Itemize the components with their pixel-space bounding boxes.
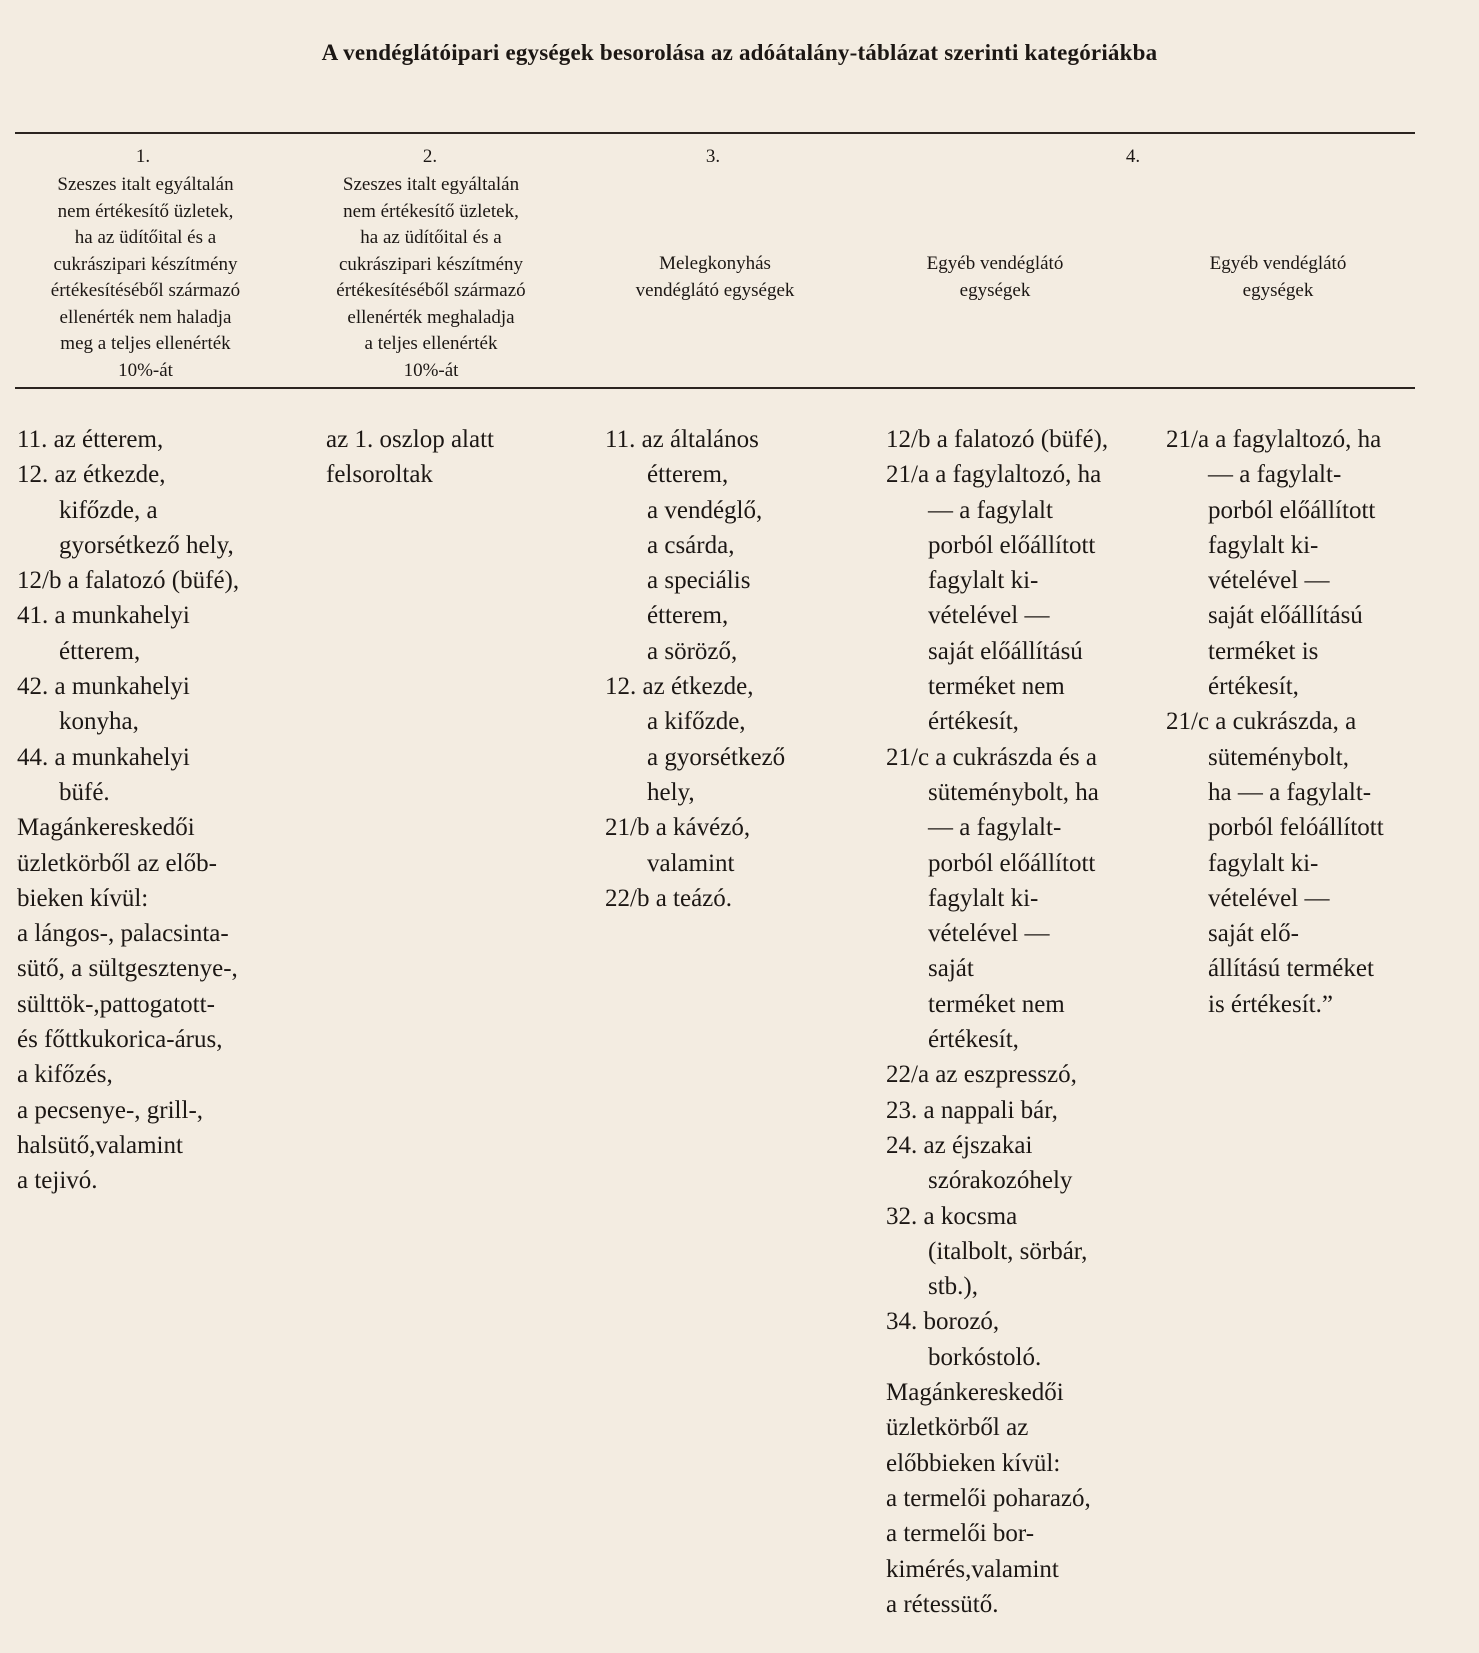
header-line: Melegkonyhás [659, 253, 771, 274]
header-line: meg a teljes ellenérték [60, 333, 231, 354]
header-line: Szeszes italt egyáltalán [57, 174, 234, 195]
entry-line: fagylalt ki- [928, 567, 1039, 595]
entry-line: 24. az éjszakai [886, 1131, 1033, 1159]
header-line: vendéglátó egységek [635, 279, 795, 301]
entry-line: süteménybolt, ha [928, 778, 1099, 806]
document-title: A vendéglátóipari egységek besorolása az adóátalány-táblázat szerinti kategóriákba [321, 40, 1158, 65]
entry-line: a söröző, [647, 637, 738, 665]
top-rule [15, 132, 1415, 134]
entry-line: a rétessütő. [886, 1590, 999, 1618]
entry-line: vételével — [1208, 884, 1330, 912]
header-line: Egyéb vendéglátó [926, 253, 1064, 274]
column-number-4: 4. [1125, 146, 1141, 167]
entry-line: kimérés,valamint [886, 1555, 1059, 1583]
entry-line: vételével — [928, 920, 1050, 948]
entry-line: 22/b a teázó. [605, 884, 733, 912]
entry-line: — a fagylalt [928, 496, 1053, 524]
entry-line: szórakozóhely [928, 1167, 1073, 1195]
header-line: Szeszes italt egyáltalán [342, 174, 520, 195]
entry-line: a lángos-, palacsinta- [17, 920, 229, 948]
header-line: ellenérték nem haladja [59, 306, 232, 328]
entry-line: konyha, [59, 708, 139, 736]
entry-line: 21/c a cukrászda, a [1166, 708, 1357, 736]
entry-line: vételével — [928, 602, 1050, 630]
header-line: cukrászipari készítmény [53, 253, 238, 275]
entry-line: terméket nem [928, 990, 1065, 1018]
entry-line: sülttök-,pattogatott- [17, 990, 215, 1018]
entry-line: 12/b a falatozó (büfé), [886, 426, 1109, 453]
entry-line: hely, [647, 778, 695, 806]
column-number-row [0, 146, 1479, 172]
entry-line: porból felóállított [1208, 814, 1384, 842]
entry-line: a vendéglő, [647, 496, 763, 524]
header-line: ha az üdítőital és a [360, 227, 502, 248]
entry-line: saját [928, 955, 974, 983]
header-column-3 [600, 251, 830, 304]
column-number-3: 3. [705, 146, 721, 167]
entry-line: 22/a az eszpresszó, [886, 1061, 1077, 1089]
entry-line: és főttkukorica-árus, [17, 1026, 223, 1054]
entry-line: vételével — [1208, 567, 1330, 595]
header-line: cukrászipari készítmény [338, 253, 524, 275]
header-column-1 [18, 172, 273, 384]
entry-line: Magánkereskedői [886, 1379, 1064, 1407]
body-column-3 [605, 422, 785, 916]
entry-line: fagylalt ki- [1208, 531, 1319, 559]
entry-line: 11. az általános [605, 426, 759, 453]
entry-line: porból előállított [928, 531, 1096, 559]
entry-line: a speciális [647, 567, 751, 595]
entry-line: — a fagylalt- [928, 814, 1062, 842]
entry-line: a termelői poharazó, [886, 1484, 1091, 1512]
entry-line: 11. az étterem, [17, 426, 164, 453]
entry-line: porból előállított [1208, 496, 1376, 524]
entry-line: Magánkereskedői [17, 814, 195, 842]
entry-line: a tejivó. [17, 1167, 98, 1195]
entry-line: értékesít, [1208, 673, 1299, 701]
header-line: Egyéb vendéglátó [1209, 253, 1347, 274]
entry-line: értékesít, [928, 708, 1019, 736]
header-line: 10%-át [118, 359, 173, 381]
entry-line: 42. a munkahelyi [17, 673, 190, 701]
entry-line: felsoroltak [326, 461, 433, 489]
entry-line: 12/b a falatozó (büfé), [17, 567, 240, 595]
entry-line: bieken kívül: [17, 884, 149, 912]
entry-line: fagylalt ki- [928, 884, 1039, 912]
body-column-4a [886, 422, 1108, 1622]
entry-line: a pecsenye-, grill-, [17, 1096, 204, 1124]
entry-line: saját előállítású [928, 637, 1083, 665]
entry-line: saját előállítású [1208, 602, 1363, 630]
entry-line: 21/a a fagylaltozó, ha [1166, 426, 1382, 453]
entry-line: büfé. [59, 778, 110, 806]
entry-line: állítású terméket [1208, 955, 1374, 983]
column-number-1: 1. [135, 146, 151, 167]
entry-line: 12. az étkezde, [605, 673, 754, 701]
entry-line: előbbieken kívül: [886, 1449, 1061, 1477]
entry-line: 41. a munkahelyi [17, 602, 190, 630]
entry-line: a termelői bor- [886, 1520, 1035, 1548]
entry-line: étterem, [647, 602, 729, 630]
header-line: ellenérték meghaladja [347, 306, 515, 328]
entry-line: üzletkörből az előb- [17, 849, 217, 877]
body-column-1 [17, 422, 239, 1199]
entry-line: valamint [647, 849, 735, 877]
entry-line: 23. a nappali bár, [886, 1096, 1058, 1124]
entry-line: gyorsétkező hely, [59, 531, 234, 559]
entry-line: 21/a a fagylaltozó, ha [886, 461, 1102, 489]
header-line: nem értékesítő üzletek, [343, 200, 519, 222]
header-line: a teljes ellenérték [364, 333, 498, 354]
entry-line: 32. a kocsma [886, 1202, 1018, 1230]
entry-line: az 1. oszlop alatt [326, 426, 494, 453]
header-line: ha az üdítőital és a [74, 227, 217, 248]
entry-line: 34. borozó, [886, 1308, 1000, 1336]
header-line: egységek [1242, 279, 1314, 301]
column-number-2: 2. [422, 146, 438, 167]
entry-line: a gyorsétkező [647, 743, 786, 771]
entry-line: ha — a fagylalt- [1208, 778, 1372, 806]
body-column-4b [1166, 422, 1384, 1022]
header-column-2 [300, 172, 562, 384]
entry-line: fagylalt ki- [1208, 849, 1319, 877]
entry-line: — a fagylalt- [1208, 461, 1342, 489]
entry-line: porból előállított [928, 849, 1096, 877]
entry-line: a kifőzés, [17, 1061, 113, 1089]
header-column-4b [1163, 251, 1393, 304]
header-line: értékesítéséből származó [336, 280, 526, 301]
entry-line: stb.), [928, 1273, 978, 1301]
entry-line: terméket nem [928, 673, 1065, 701]
entry-line: üzletkörből az [886, 1414, 1029, 1442]
entry-line: a kifőzde, [647, 708, 746, 736]
entry-line: kifőzde, a [59, 496, 158, 524]
entry-line: borkóstoló. [928, 1343, 1042, 1371]
entry-line: halsütő,valamint [17, 1131, 183, 1159]
entry-line: süteménybolt, [1208, 743, 1349, 771]
entry-line: értékesít, [928, 1026, 1019, 1054]
entry-line: 44. a munkahelyi [17, 743, 190, 771]
entry-line: (italbolt, sörbár, [928, 1237, 1088, 1265]
entry-line: étterem, [59, 637, 141, 665]
entry-line: 21/b a kávézó, [605, 814, 751, 842]
header-rule [15, 387, 1415, 389]
entry-line: étterem, [647, 461, 729, 489]
entry-line: a csárda, [647, 531, 735, 559]
header-line: értékesítéséből származó [50, 280, 241, 301]
entry-line: terméket is [1208, 637, 1319, 665]
entry-line: saját elő- [1208, 920, 1299, 948]
entry-line: sütő, a sültgesztenye-, [17, 955, 238, 983]
body-column-2 [326, 422, 494, 493]
entry-line: is értékesít.” [1208, 990, 1333, 1018]
header-line: nem értékesítő üzletek, [57, 200, 234, 222]
header-line: 10%-át [403, 359, 459, 381]
entry-line: 21/c a cukrászda és a [886, 743, 1097, 771]
header-column-4a [880, 251, 1110, 304]
entry-line: 12. az étkezde, [17, 461, 166, 489]
header-line: egységek [959, 279, 1031, 301]
